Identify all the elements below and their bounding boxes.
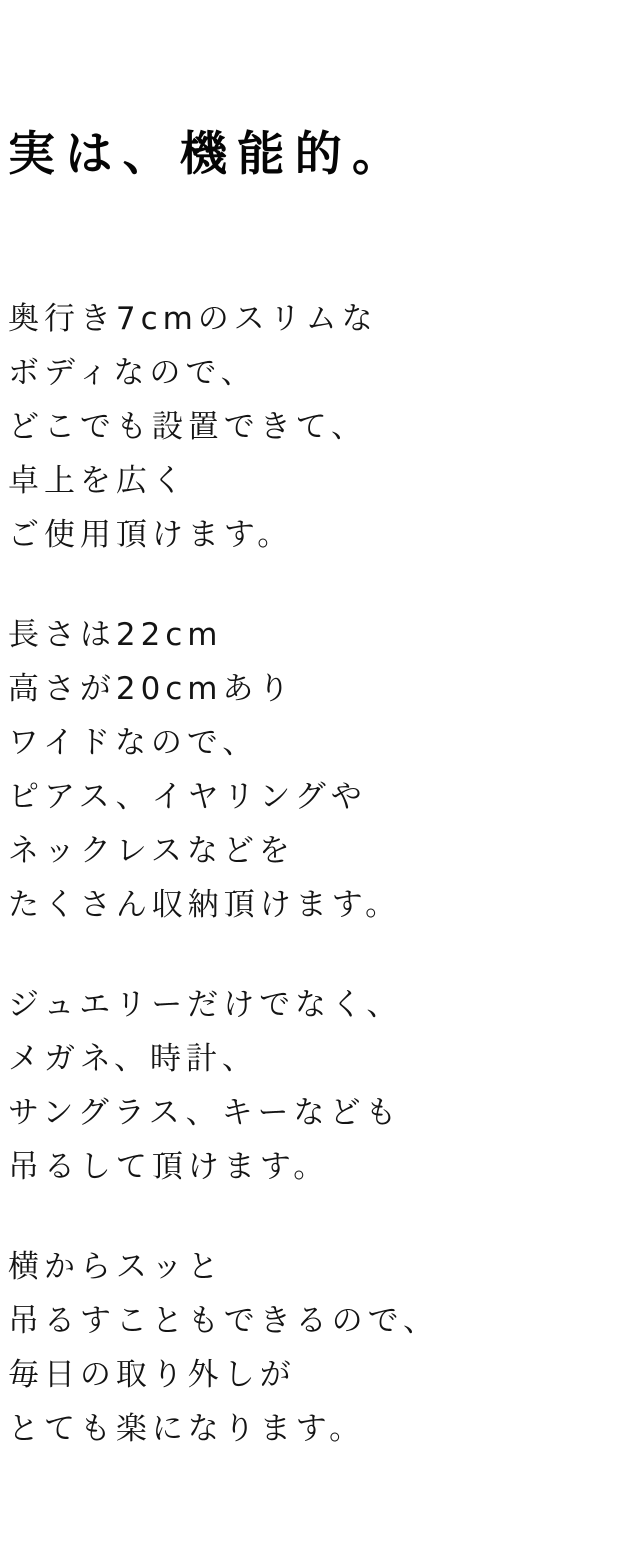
paragraph-easy-access: [8, 1240, 628, 1456]
text-line: ボディなので、: [8, 355, 257, 391]
text-line: 高さが20cmあり: [8, 671, 295, 707]
paragraph-other-items: [8, 978, 628, 1194]
text-line: 毎日の取り外しが: [8, 1357, 296, 1393]
text-line: 奥行き7cmのスリムな: [8, 301, 378, 337]
text-line: 横からスッと: [8, 1249, 224, 1285]
text-line: 卓上を広く: [8, 463, 188, 499]
text-line: ワイドなので、: [8, 725, 259, 761]
paragraph-dimensions: [8, 608, 628, 932]
text-line: 吊るして頂けます。: [8, 1149, 330, 1185]
text-line: ピアス、イヤリングや: [8, 779, 367, 815]
text-line: メガネ、時計、: [8, 1041, 258, 1077]
paragraph-slim-body: [8, 292, 628, 562]
text-line: とても楽になります。: [8, 1411, 366, 1447]
text-line: どこでも設置できて、: [8, 409, 367, 445]
text-line: たくさん収納頂けます。: [8, 887, 402, 923]
text-line: ジュエリーだけでなく、: [8, 987, 403, 1023]
text-line: 長さは22cm: [8, 617, 223, 653]
text-line: ネックレスなどを: [8, 833, 295, 869]
text-line: ご使用頂けます。: [8, 517, 294, 553]
description-body: [8, 292, 628, 1456]
text-line: サングラス、キーなども: [8, 1095, 402, 1131]
page-title: 実は、機能的。: [8, 127, 410, 183]
text-line: 吊るすこともできるので、: [8, 1303, 439, 1339]
